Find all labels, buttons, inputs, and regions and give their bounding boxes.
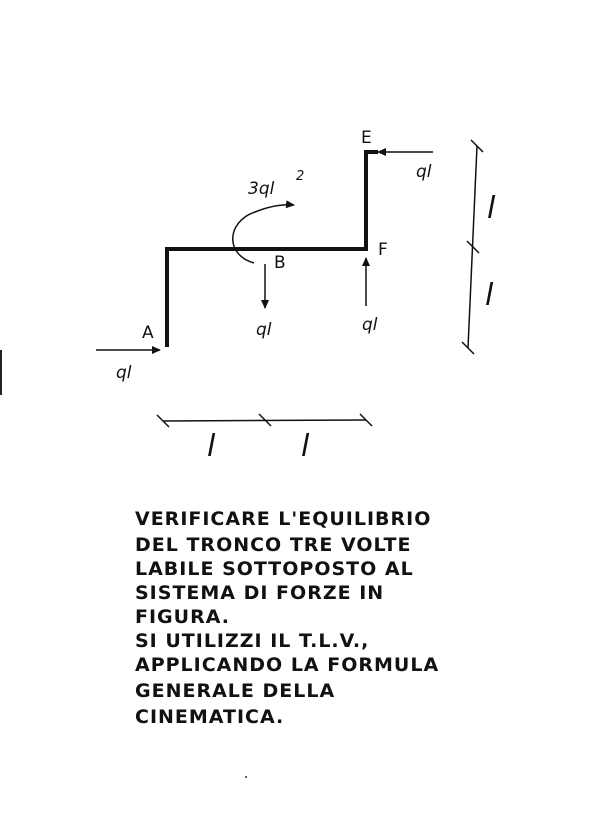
problem-text-line: SI UTILIZZI IL T.L.V., [135, 630, 370, 652]
problem-text-line: SISTEMA DI FORZE IN [135, 582, 385, 604]
problem-text-line: LABILE SOTTOPOSTO AL [135, 558, 414, 580]
label-moment-exponent: 2 [296, 169, 305, 184]
label-force-a: ql [116, 363, 132, 383]
label-point-a: A [142, 323, 154, 343]
label-length-lower: l [485, 278, 494, 313]
label-force-e: ql [416, 162, 432, 182]
label-force-f: ql [362, 315, 378, 335]
label-moment: 3ql [248, 179, 275, 199]
problem-text-line: VERIFICARE L'EQUILIBRIO [135, 508, 432, 530]
label-length-right: l [301, 429, 310, 464]
label-length-left: l [207, 429, 216, 464]
label-force-b: ql [256, 320, 272, 340]
problem-text-line: APPLICANDO LA FORMULA [135, 654, 440, 676]
problem-text-line: DEL TRONCO TRE VOLTE [135, 534, 412, 556]
label-point-e: E [361, 128, 372, 148]
label-length-upper: l [487, 191, 496, 226]
label-point-f: F [378, 240, 388, 260]
problem-text-line: GENERALE DELLA [135, 680, 336, 702]
problem-text-line: FIGURA. [135, 606, 230, 628]
problem-text-line: CINEMATICA. [135, 706, 285, 728]
label-point-b: B [274, 253, 286, 273]
speck [245, 776, 247, 778]
